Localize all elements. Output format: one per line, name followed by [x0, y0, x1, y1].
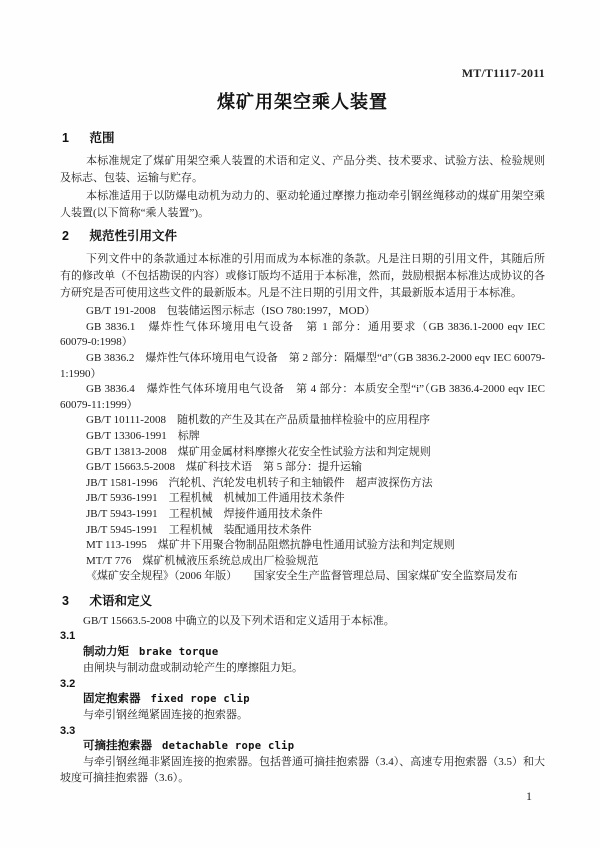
reference-item: MT 113-1995 煤矿井下用聚合物制品阻燃抗静电性通用试验方法和判定规则	[86, 539, 455, 552]
term-name-en: brake torque	[139, 646, 219, 659]
reference-item: GB 3836.2 爆炸性气体环境用电气设备 第 2 部分：隔爆型“d”（GB 3836.2-2000 eqv IEC 60079-1:1990）	[60, 351, 545, 380]
term-3-2	[60, 677, 545, 724]
term-definition: 由闸块与制动盘或制动轮产生的摩擦阻力矩。	[83, 661, 303, 674]
term-number: 3.2	[60, 677, 76, 690]
section-2-title: 规范性引用文件	[89, 229, 177, 244]
section-3-number: 3	[62, 593, 69, 608]
term-3-3	[60, 724, 545, 787]
term-name-zh: 可摘挂抱索器	[83, 740, 152, 753]
reference-item: GB/T 15663.5-2008 煤矿科技术语 第 5 部分：提升运输	[86, 461, 363, 474]
reference-item: JB/T 1581-1996 汽轮机、汽轮发电机转子和主轴锻件 超声波探伤方法	[86, 476, 433, 489]
section-1-title: 范围	[89, 131, 115, 145]
term-name-en: fixed rope clip	[150, 693, 250, 706]
reference-item: GB/T 10111-2008 随机数的产生及其在产品质量抽样检验中的应用程序	[86, 414, 430, 427]
term-3-1	[60, 629, 545, 676]
term-name-zh: 制动力矩	[83, 646, 129, 659]
section-2-number: 2	[62, 229, 69, 244]
reference-item: GB 3836.1 爆炸性气体环境用电气设备 第 1 部分：通用要求（GB 3836.1-2000 eqv IEC 60079-0:1998）	[60, 320, 545, 349]
term-number: 3.3	[60, 724, 76, 737]
standard-code: MT/T1117-2011	[461, 66, 545, 80]
term-definition: 与牵引钢丝绳紧固连接的抱索器。	[83, 708, 248, 721]
scope-paragraph-1: 本标准规定了煤矿用架空乘人装置的术语和定义、产品分类、技术要求、试验方法、检验规则及标志、包装、运输与贮存。	[60, 155, 545, 185]
reference-item: GB/T 13813-2008 煤矿用金属材料摩擦火花安全性试验方法和判定规则	[86, 445, 431, 458]
reference-item: JB/T 5943-1991 工程机械 焊接件通用技术条件	[86, 507, 323, 520]
section-3-title: 术语和定义	[89, 593, 152, 608]
scope-paragraph-2: 本标准适用于以防爆电动机为动力的、驱动轮通过摩擦力拖动牵引钢丝绳移动的煤矿用架空乘人装置(以下简称“乘人装置”)。	[60, 189, 545, 219]
terms-intro: GB/T 15663.5-2008 中确立的以及下列术语和定义适用于本标准。	[83, 614, 395, 627]
reference-item: JB/T 5945-1991 工程机械 装配通用技术条件	[86, 523, 312, 536]
section-1-heading	[60, 130, 545, 146]
section-1-number: 1	[62, 131, 69, 145]
term-name	[83, 692, 545, 708]
term-name-en: detachable rope clip	[162, 740, 295, 753]
reference-item: JB/T 5936-1991 工程机械 机械加工件通用技术条件	[86, 492, 345, 505]
section-2-heading	[60, 228, 545, 244]
reference-item: GB/T 191-2008 包装储运图示标志（ISO 780:1997，MOD）	[86, 305, 376, 318]
term-name	[83, 739, 545, 755]
term-definition: 与牵引钢丝绳非紧固连接的抱索器。包括普通可摘挂抱索器（3.4）、高速专用抱索器（3.5）和大坡度可摘挂抱索器（3.6）。	[60, 756, 545, 784]
reference-item: GB 3836.4 爆炸性气体环境用电气设备 第 4 部分：本质安全型“i”（GB 3836.4-2000 eqv IEC 60079-11:1999）	[60, 383, 545, 411]
reference-item: GB/T 13306-1991 标牌	[86, 429, 200, 442]
page-header	[60, 66, 545, 80]
section-3-heading	[60, 593, 545, 609]
term-number: 3.1	[60, 630, 76, 643]
term-name	[83, 645, 545, 661]
references-intro: 下列文件中的条款通过本标准的引用而成为本标准的条款。凡是注日期的引用文件，其随后所有的修改单（不包括勘误的内容）或修订版均不适用于本标准，然而，鼓励根据本标准达成协议的各方研究是否可使用这些文件的最新版本。凡是不注日期的引用文件，其最新版本适用于本标准。	[60, 253, 545, 300]
term-name-zh: 固定抱索器	[83, 693, 141, 706]
reference-item: 《煤矿安全规程》（2006 年版） 国家安全生产监督管理总局、国家煤矿安全监察局发布	[86, 570, 518, 583]
document-title: 煤矿用架空乘人装置	[217, 92, 388, 112]
reference-item: MT/T 776 煤矿机械液压系统总成出厂检验规范	[86, 554, 319, 567]
page-number: 1	[526, 788, 532, 803]
normative-references-list	[60, 304, 545, 585]
